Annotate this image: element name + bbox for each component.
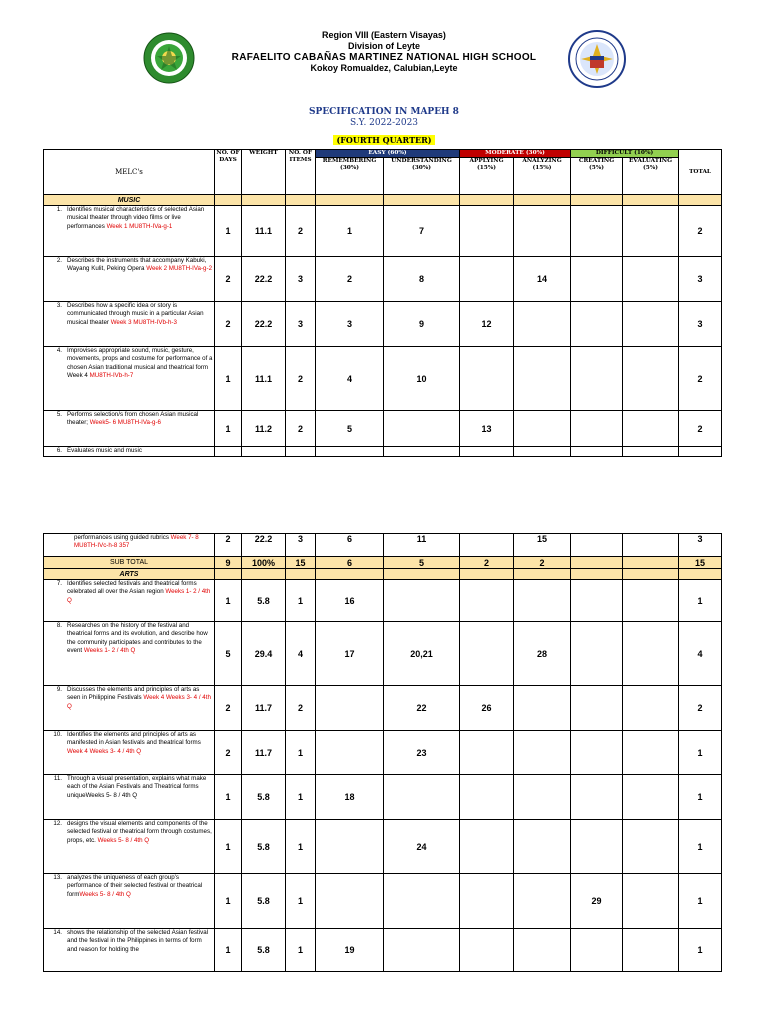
- arts-creating-cell: [571, 929, 623, 972]
- competency-text: Identifies the elements and principles of arts as manifested in Asian festivals and theatrical forms: [67, 731, 201, 747]
- arts-applying-cell: [460, 874, 514, 929]
- competency-number: 4.: [56, 347, 62, 354]
- competency-code: MU8TH-IVb-h-7: [89, 372, 134, 380]
- document-title: SPECIFICATION IN MAPEH 8: [309, 107, 459, 117]
- table-row: [44, 775, 722, 820]
- competency-text: shows the relationship of the selected Asian festival and the festival in the Philippines in terms of form and reason for holding the: [67, 929, 209, 953]
- music-understanding-cell: 7: [384, 206, 460, 257]
- arts-analyzing-cell: [514, 775, 571, 820]
- arts-applying-cell: [460, 929, 514, 972]
- arts-days-cell: 1: [215, 580, 242, 622]
- arts-analyzing-cell: [514, 686, 571, 731]
- music-items-cell: 2: [286, 411, 316, 447]
- competency-number: 11.: [53, 775, 62, 782]
- music-days-cell: 1: [215, 206, 242, 257]
- arts-applying-cell: [460, 622, 514, 686]
- arts-creating-cell: [571, 731, 623, 775]
- music-weight-cell: 22.2: [242, 257, 286, 302]
- analyzing-header: ANALYZING (15%): [514, 158, 571, 195]
- music-total-cell: 2: [679, 206, 722, 257]
- arts-section-label: ARTS: [44, 569, 215, 580]
- row6-weight: 22.2: [242, 534, 286, 557]
- music-creating-cell: [571, 257, 623, 302]
- arts-remembering-cell: [316, 686, 384, 731]
- arts-creating-cell: [571, 580, 623, 622]
- arts-understanding-cell: [384, 775, 460, 820]
- subtotal-remembering: 6: [316, 557, 384, 569]
- arts-evaluating-cell: [623, 686, 679, 731]
- arts-creating-cell: [571, 686, 623, 731]
- music-remembering-cell: 4: [316, 347, 384, 411]
- competency-text: analyzes the uniqueness of each group's performance of their selected festival or theatrical form: [67, 874, 203, 898]
- specification-table-part-2: [43, 533, 722, 972]
- music-weight-cell: 11.2: [242, 411, 286, 447]
- row6-items: 3: [286, 534, 316, 557]
- arts-days-cell: 1: [215, 874, 242, 929]
- arts-remembering-cell: [316, 731, 384, 775]
- music-applying-cell: 13: [460, 411, 514, 447]
- arts-analyzing-cell: [514, 929, 571, 972]
- music-total-cell: 2: [679, 411, 722, 447]
- table-row: [44, 411, 722, 447]
- table-row: [44, 929, 722, 972]
- arts-remembering-cell: 19: [316, 929, 384, 972]
- specification-table-part-1: [43, 149, 722, 457]
- row6-remembering: 6: [316, 534, 384, 557]
- music-evaluating-cell: [623, 347, 679, 411]
- weight-header: WEIGHT: [242, 150, 286, 195]
- competency-number: 2.: [56, 257, 62, 264]
- arts-total-cell: 4: [679, 622, 722, 686]
- competency-code: Weeks 1- 2 / 4th Q: [67, 588, 211, 604]
- table-row: [44, 302, 722, 347]
- arts-remembering-cell: 18: [316, 775, 384, 820]
- row6-applying: [460, 534, 514, 557]
- understanding-header: UNDERSTANDING (30%): [384, 158, 460, 195]
- music-understanding-cell: 10: [384, 347, 460, 411]
- table-row: [44, 686, 722, 731]
- competency-text: designs the visual elements and components of the selected festival or theatrical form through costumes, props, etc.: [67, 820, 212, 844]
- school-address: Kokoy Romualdez, Calubian,Leyte: [310, 63, 458, 73]
- music-section-label: MUSIC: [44, 195, 215, 206]
- arts-items-cell: 1: [286, 731, 316, 775]
- arts-items-cell: 4: [286, 622, 316, 686]
- subtotal-applying: 2: [460, 557, 514, 569]
- moderate-header: MODERATE (30%): [460, 150, 571, 158]
- music-weight-cell: 11.1: [242, 347, 286, 411]
- competency-number: 5.: [56, 411, 62, 418]
- arts-evaluating-cell: [623, 622, 679, 686]
- competency-text: Identifies musical characteristics of selected Asian musical theater through video films or live performances: [67, 206, 205, 230]
- music-creating-cell: [571, 302, 623, 347]
- row6-number: 6.: [56, 447, 62, 455]
- arts-items-cell: 1: [286, 775, 316, 820]
- music-days-cell: 2: [215, 302, 242, 347]
- arts-total-cell: 1: [679, 775, 722, 820]
- arts-remembering-cell: 16: [316, 580, 384, 622]
- arts-creating-cell: 29: [571, 874, 623, 929]
- music-applying-cell: 12: [460, 302, 514, 347]
- music-items-cell: 3: [286, 257, 316, 302]
- arts-applying-cell: [460, 580, 514, 622]
- music-evaluating-cell: [623, 206, 679, 257]
- table-row: [44, 622, 722, 686]
- remembering-header: REMEMBERING (30%): [316, 158, 384, 195]
- arts-total-cell: 2: [679, 686, 722, 731]
- arts-applying-cell: [460, 731, 514, 775]
- music-creating-cell: [571, 206, 623, 257]
- row6-text-top: Evaluates music and music: [67, 447, 142, 455]
- subtotal-understanding: 5: [384, 557, 460, 569]
- arts-total-cell: 1: [679, 874, 722, 929]
- arts-applying-cell: 26: [460, 686, 514, 731]
- arts-understanding-cell: [384, 580, 460, 622]
- music-remembering-cell: 2: [316, 257, 384, 302]
- competency-number: 12.: [53, 820, 62, 827]
- arts-items-cell: 1: [286, 929, 316, 972]
- document-titles: [0, 107, 768, 147]
- items-header: NO. OF ITEMS: [286, 150, 316, 195]
- competency-code: Week 2 MU8TH-IVa-g-2: [146, 265, 213, 273]
- music-evaluating-cell: [623, 411, 679, 447]
- music-items-cell: 3: [286, 302, 316, 347]
- arts-days-cell: 1: [215, 929, 242, 972]
- arts-weight-cell: 5.8: [242, 929, 286, 972]
- arts-weight-cell: 11.7: [242, 731, 286, 775]
- creating-header: CREATING (5%): [571, 158, 623, 195]
- subtotal-creating: [571, 557, 623, 569]
- competency-number: 8.: [56, 622, 62, 629]
- division-text: Division of Leyte: [347, 41, 420, 51]
- arts-applying-cell: [460, 775, 514, 820]
- competency-code: Week 4 Weeks 3- 4 / 4th Q: [67, 747, 142, 755]
- competency-number: 14.: [53, 929, 62, 936]
- music-total-cell: 2: [679, 347, 722, 411]
- music-days-cell: 1: [215, 411, 242, 447]
- row6-code: Week 7- 8 MU8TH-IVc-h-8 357: [74, 534, 199, 550]
- table-row: [44, 731, 722, 775]
- table-row: [44, 347, 722, 411]
- competency-number: 3.: [56, 302, 62, 309]
- subtotal-weight: 100%: [242, 557, 286, 569]
- competency-number: 1.: [56, 206, 62, 213]
- arts-creating-cell: [571, 775, 623, 820]
- competency-text: Discusses the elements and principles of arts as seen in Philippine Festivals: [67, 686, 200, 702]
- easy-header: EASY (60%): [316, 150, 460, 158]
- competency-text: Improvises appropriate sound, music, gesture, movements, props and costume for performance of a chosen Asian traditional musical and theatrical form Week 4: [67, 347, 213, 380]
- arts-total-cell: 1: [679, 731, 722, 775]
- table-row: [44, 820, 722, 874]
- arts-evaluating-cell: [623, 775, 679, 820]
- subtotal-items: 15: [286, 557, 316, 569]
- arts-creating-cell: [571, 820, 623, 874]
- region-text: Region VIII (Eastern Visayas): [322, 30, 446, 40]
- competency-text: Identifies selected festivals and theatrical forms celebrated all over the Asian region: [67, 580, 197, 596]
- competency-code: Week 3 MU8TH-IVb-h-3: [110, 318, 177, 326]
- arts-remembering-cell: 17: [316, 622, 384, 686]
- music-weight-cell: 22.2: [242, 302, 286, 347]
- music-evaluating-cell: [623, 302, 679, 347]
- competency-code: Weeks 1- 2 / 4th Q: [83, 647, 136, 655]
- music-weight-cell: 11.1: [242, 206, 286, 257]
- competency-text: Through a visual presentation, explains what make each of the Asian Festivals and Theatrical forms uniqueWeeks 5- 8 / 4th Q: [67, 775, 207, 799]
- arts-evaluating-cell: [623, 820, 679, 874]
- arts-items-cell: 2: [286, 686, 316, 731]
- arts-understanding-cell: 23: [384, 731, 460, 775]
- arts-total-cell: 1: [679, 820, 722, 874]
- table-row: [44, 874, 722, 929]
- arts-items-cell: 1: [286, 580, 316, 622]
- arts-items-cell: 1: [286, 820, 316, 874]
- arts-applying-cell: [460, 820, 514, 874]
- music-remembering-cell: 5: [316, 411, 384, 447]
- arts-days-cell: 2: [215, 686, 242, 731]
- arts-understanding-cell: [384, 874, 460, 929]
- arts-days-cell: 2: [215, 731, 242, 775]
- arts-understanding-cell: 24: [384, 820, 460, 874]
- arts-weight-cell: 5.8: [242, 820, 286, 874]
- difficult-header: DIFFICULT (10%): [571, 150, 679, 158]
- competency-text: Describes how a specific idea or story is communicated through music in a particular Asian musical theater: [67, 302, 204, 326]
- school-header: [0, 26, 768, 96]
- school-year: S.Y. 2022-2023: [349, 118, 419, 128]
- subtotal-evaluating: [623, 557, 679, 569]
- table-row: [44, 257, 722, 302]
- competency-code: Weeks 5- 8 / 4th Q: [97, 836, 150, 844]
- music-items-cell: 2: [286, 206, 316, 257]
- arts-understanding-cell: 20,21: [384, 622, 460, 686]
- music-analyzing-cell: 14: [514, 257, 571, 302]
- arts-total-cell: 1: [679, 929, 722, 972]
- music-understanding-cell: [384, 411, 460, 447]
- music-analyzing-cell: [514, 302, 571, 347]
- subtotal-days: 9: [215, 557, 242, 569]
- melc-header: MELC's: [44, 150, 215, 195]
- table-row: [44, 580, 722, 622]
- music-remembering-cell: 3: [316, 302, 384, 347]
- music-understanding-cell: 8: [384, 257, 460, 302]
- quarter-label: (FOURTH QUARTER): [333, 135, 434, 145]
- competency-code: Week5- 6 MU8TH-IVa-g-6: [89, 419, 161, 427]
- subtotal-row: [44, 557, 722, 569]
- arts-analyzing-cell: [514, 820, 571, 874]
- competency-text: Researches on the history of the festival and theatrical forms and its evolution, and describe how the community participates and contributes to the event: [67, 622, 208, 655]
- competency-number: 13.: [53, 874, 62, 881]
- music-creating-cell: [571, 347, 623, 411]
- row6-total: 3: [679, 534, 722, 557]
- competency-code: Week 1 MU8TH-IVa-g-1: [106, 222, 173, 230]
- arts-weight-cell: 5.8: [242, 580, 286, 622]
- competency-number: 7.: [56, 580, 62, 587]
- music-applying-cell: [460, 257, 514, 302]
- arts-items-cell: 1: [286, 874, 316, 929]
- arts-weight-cell: 5.8: [242, 775, 286, 820]
- arts-analyzing-cell: [514, 580, 571, 622]
- competency-text: Performs selection/s from chosen Asian musical theater;: [67, 411, 199, 427]
- competency-code: Week 4 Weeks 3- 4 / 4th Q: [67, 694, 211, 710]
- music-items-cell: 2: [286, 347, 316, 411]
- deped-seal-icon: [568, 30, 626, 88]
- arts-creating-cell: [571, 622, 623, 686]
- arts-remembering-cell: [316, 874, 384, 929]
- row6-understanding: 11: [384, 534, 460, 557]
- table-row: [44, 206, 722, 257]
- arts-weight-cell: 29.4: [242, 622, 286, 686]
- evaluating-header: EVALUATING (5%): [623, 158, 679, 195]
- music-analyzing-cell: [514, 347, 571, 411]
- school-name: RAFAELITO CABAÑAS MARTINEZ NATIONAL HIGH SCHOOL: [231, 52, 537, 63]
- music-evaluating-cell: [623, 257, 679, 302]
- arts-understanding-cell: [384, 929, 460, 972]
- arts-evaluating-cell: [623, 874, 679, 929]
- music-understanding-cell: 9: [384, 302, 460, 347]
- row6-text-bottom: performances using guided rubrics: [74, 534, 171, 541]
- subtotal-analyzing: 2: [514, 557, 571, 569]
- music-total-cell: 3: [679, 257, 722, 302]
- arts-evaluating-cell: [623, 580, 679, 622]
- row6-analyzing: 15: [514, 534, 571, 557]
- music-remembering-cell: 1: [316, 206, 384, 257]
- arts-days-cell: 5: [215, 622, 242, 686]
- arts-evaluating-cell: [623, 731, 679, 775]
- music-days-cell: 2: [215, 257, 242, 302]
- row6-creating: [571, 534, 623, 557]
- music-analyzing-cell: [514, 411, 571, 447]
- music-total-cell: 3: [679, 302, 722, 347]
- arts-weight-cell: 5.8: [242, 874, 286, 929]
- row6-evaluating: [623, 534, 679, 557]
- arts-evaluating-cell: [623, 929, 679, 972]
- arts-analyzing-cell: [514, 874, 571, 929]
- music-applying-cell: [460, 347, 514, 411]
- total-header: TOTAL: [679, 150, 722, 195]
- music-days-cell: 1: [215, 347, 242, 411]
- music-analyzing-cell: [514, 206, 571, 257]
- arts-weight-cell: 11.7: [242, 686, 286, 731]
- arts-days-cell: 1: [215, 820, 242, 874]
- arts-days-cell: 1: [215, 775, 242, 820]
- music-applying-cell: [460, 206, 514, 257]
- competency-code: Weeks 5- 8 / 4th Q: [79, 890, 131, 898]
- days-header: NO. OF DAYS: [215, 150, 242, 195]
- arts-total-cell: 1: [679, 580, 722, 622]
- music-creating-cell: [571, 411, 623, 447]
- arts-remembering-cell: [316, 820, 384, 874]
- applying-header: APPLYING (15%): [460, 158, 514, 195]
- arts-understanding-cell: 22: [384, 686, 460, 731]
- competency-number: 9.: [56, 686, 62, 693]
- subtotal-label: SUB TOTAL: [44, 557, 215, 569]
- arts-analyzing-cell: 28: [514, 622, 571, 686]
- competency-number: 10.: [53, 731, 62, 738]
- competency-text: Describes the instruments that accompany Kabuki, Wayang Kulit, Peking Opera: [67, 257, 207, 273]
- arts-analyzing-cell: [514, 731, 571, 775]
- subtotal-total: 15: [679, 557, 722, 569]
- row6-days: 2: [215, 534, 242, 557]
